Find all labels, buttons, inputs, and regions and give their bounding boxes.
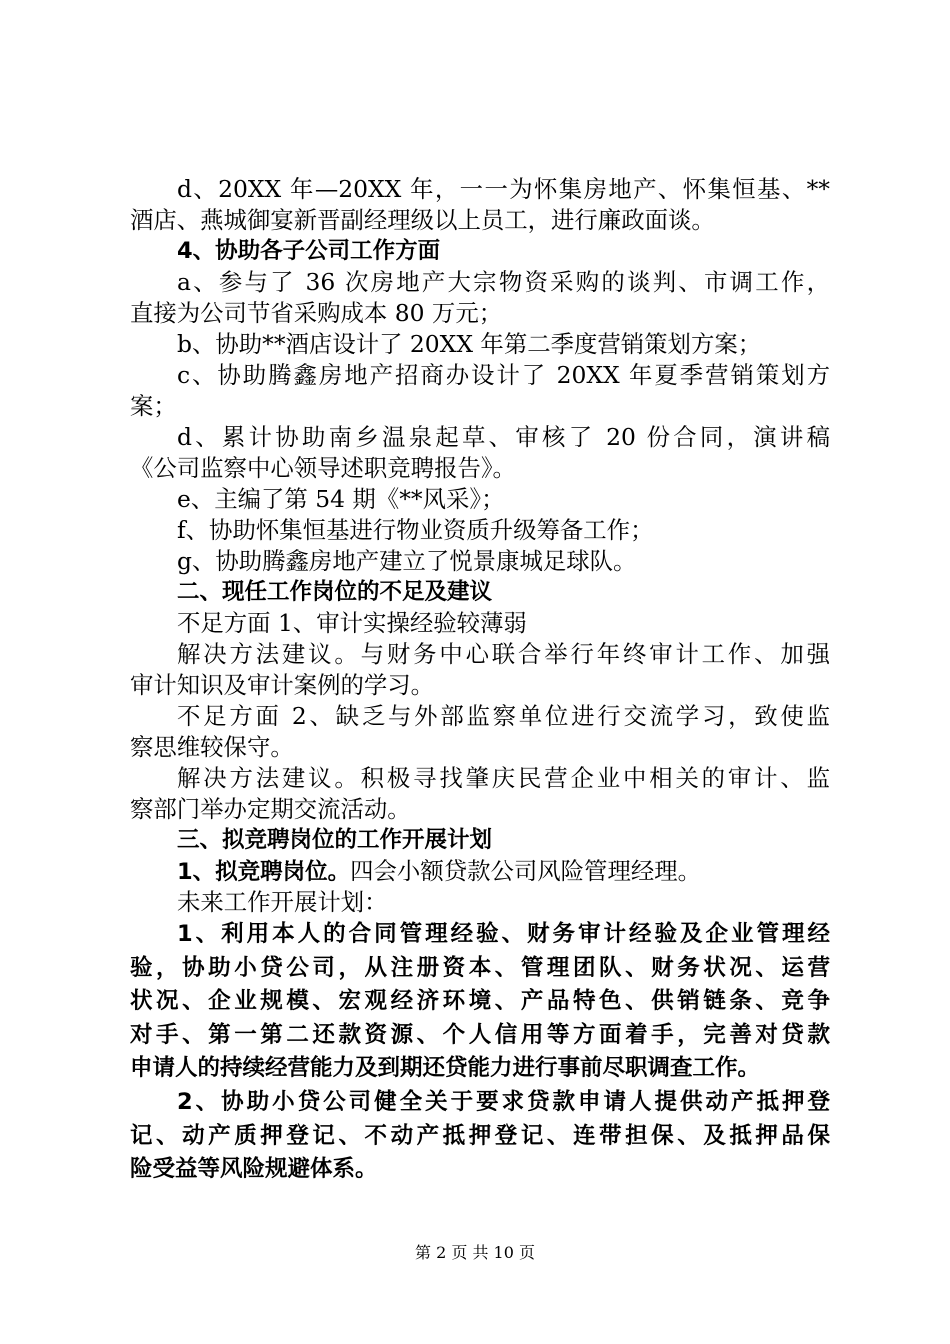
paragraph-line: 对手、第一第二还款资源、个人信用等方面着手，完善对贷款 bbox=[130, 1021, 830, 1048]
section-heading: 4、协助各子公司工作方面 bbox=[177, 238, 441, 264]
paragraph-line: 不足方面 1、审计实操经验较薄弱 bbox=[177, 609, 527, 637]
subheading-text: 四会小额贷款公司风险管理经理。 bbox=[350, 857, 702, 885]
paragraph-line: 险受益等风险规避体系。 bbox=[130, 1156, 378, 1183]
paragraph-line: 1、利用本人的合同管理经验、财务审计经验及企业管理经 bbox=[177, 921, 830, 947]
paragraph-line: c、协助腾鑫房地产招商办设计了 20XX 年夏季营销策划方 bbox=[177, 361, 830, 389]
paragraph-line: d、累计协助南乡温泉起草、审核了 20 份合同，演讲稿 bbox=[177, 423, 830, 451]
paragraph-line: b、协助**酒店设计了 20XX 年第二季度营销策划方案； bbox=[177, 330, 762, 358]
page-footer: 第 2 页 共 10 页 bbox=[415, 1243, 535, 1262]
paragraph-line: 《公司监察中心领导述职竞聘报告》。 bbox=[130, 454, 516, 482]
paragraph-line: 解决方法建议。积极寻找肇庆民营企业中相关的审计、监 bbox=[177, 764, 830, 792]
document-body bbox=[130, 174, 830, 1187]
paragraph-line: 验，协助小贷公司，从注册资本、管理团队、财务状况、运营 bbox=[130, 954, 830, 981]
paragraph-line: 审计知识及审计案例的学习。 bbox=[130, 671, 435, 699]
paragraph-line: e、主编了第 54 期《**风采》； bbox=[177, 485, 505, 513]
paragraph-line: 2、协助小贷公司健全关于要求贷款申请人提供动产抵押登 bbox=[177, 1088, 830, 1115]
paragraph-line: d、20XX 年—20XX 年，一一为怀集房地产、怀集恒基、** bbox=[177, 175, 830, 203]
paragraph-line: a、参与了 36 次房地产大宗物资采购的谈判、市调工作， bbox=[177, 268, 830, 296]
section-heading: 二、现任工作岗位的不足及建议 bbox=[177, 579, 493, 605]
paragraph-line: 察部门举办定期交流活动。 bbox=[130, 795, 411, 823]
paragraph-line: 记、动产质押登记、不动产抵押登记、连带担保、及抵押品保 bbox=[130, 1122, 830, 1149]
paragraph-line: 直接为公司节省采购成本 80 万元； bbox=[130, 299, 503, 327]
paragraph-line: 状况、企业规模、宏观经济环境、产品特色、供销链条、竞争 bbox=[130, 988, 830, 1015]
paragraph-line: 解决方法建议。与财务中心联合举行年终审计工作、加强 bbox=[177, 640, 830, 668]
paragraph-line: 酒店、燕城御宴新晋副经理级以上员工，进行廉政面谈。 bbox=[130, 206, 715, 234]
paragraph-line: g、协助腾鑫房地产建立了悦景康城足球队。 bbox=[177, 547, 637, 575]
paragraph-line: 不足方面 2、缺乏与外部监察单位进行交流学习，致使监 bbox=[177, 702, 830, 730]
paragraph-line: f、协助怀集恒基进行物业资质升级筹备工作； bbox=[177, 516, 654, 544]
section-heading: 三、拟竞聘岗位的工作开展计划 bbox=[177, 827, 493, 853]
paragraph-line: 案； bbox=[130, 392, 177, 420]
paragraph-line: 申请人的持续经营能力及到期还贷能力进行事前尽职调查工作。 bbox=[130, 1055, 761, 1082]
paragraph-line: 未来工作开展计划： bbox=[177, 888, 388, 916]
subheading-label: 1、拟竞聘岗位。 bbox=[177, 859, 351, 885]
paragraph-line: 察思维较保守。 bbox=[130, 733, 294, 761]
paragraph-line bbox=[130, 856, 830, 887]
